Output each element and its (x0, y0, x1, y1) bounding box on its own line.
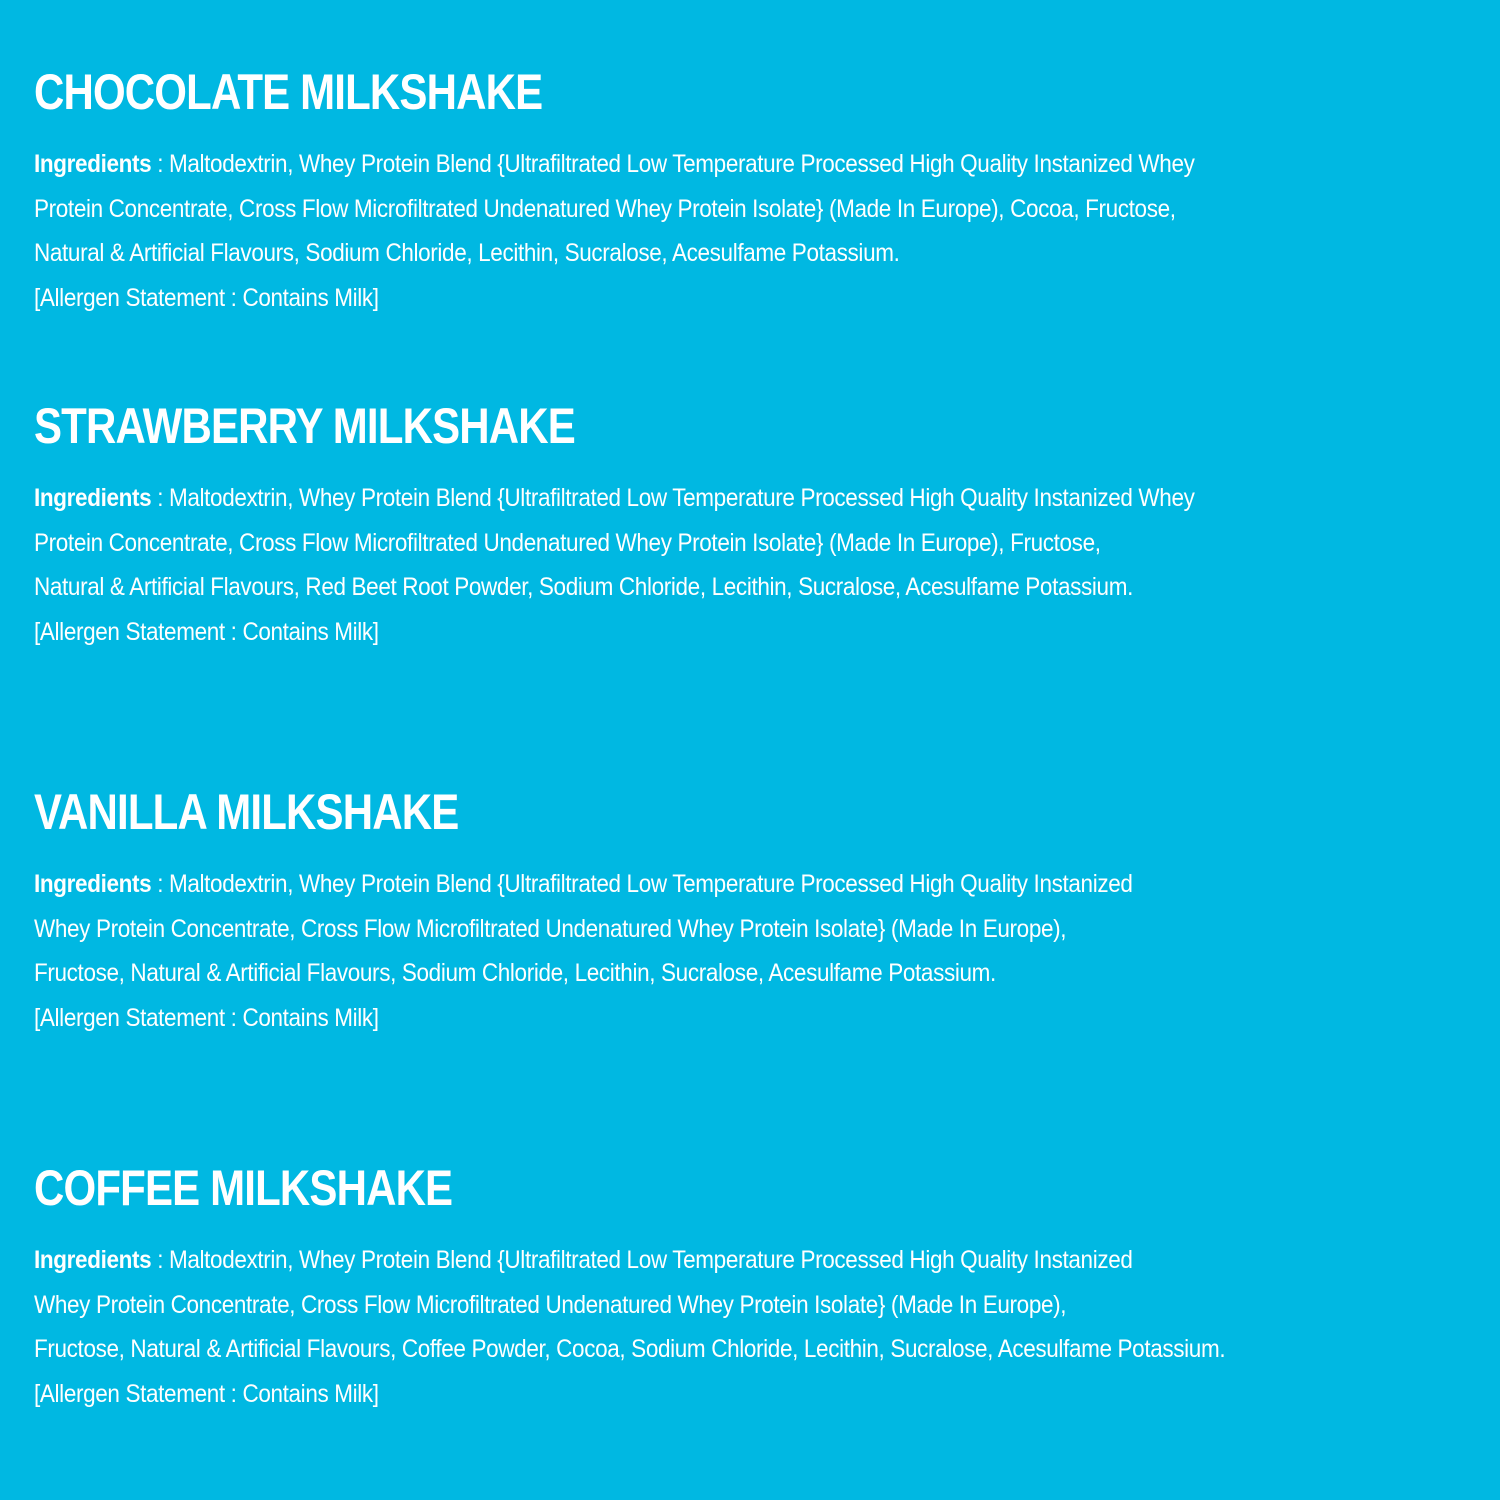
section-coffee-milkshake (34, 1158, 1474, 1416)
ingredients-line: Whey Protein Concentrate, Cross Flow Microfiltrated Undenatured Whey Protein Isolate} (Made In Europe), (34, 1290, 1067, 1319)
section-chocolate-milkshake (34, 62, 1474, 320)
ingredients-text (34, 476, 1474, 654)
allergen-statement: [Allergen Statement : Contains Milk] (34, 283, 379, 312)
allergen-statement: [Allergen Statement : Contains Milk] (34, 617, 379, 646)
section-title: STRAWBERRY MILKSHAKE (34, 398, 575, 454)
ingredients-line (34, 476, 1474, 521)
ingredients-line-text: : Maltodextrin, Whey Protein Blend {Ultrafiltrated Low Temperature Processed High Quality Instanized Whey (151, 150, 1195, 178)
section-vanilla-milkshake (34, 782, 1474, 1040)
ingredients-label: Ingredients (34, 870, 152, 898)
ingredients-text (34, 1238, 1474, 1416)
ingredients-line: Whey Protein Concentrate, Cross Flow Microfiltrated Undenatured Whey Protein Isolate} (Made In Europe), (34, 914, 1067, 943)
ingredients-text (34, 862, 1474, 1040)
ingredients-line-text: : Maltodextrin, Whey Protein Blend {Ultrafiltrated Low Temperature Processed High Quality Instanized (151, 1246, 1133, 1274)
allergen-statement: [Allergen Statement : Contains Milk] (34, 1003, 379, 1032)
ingredients-line (34, 1238, 1474, 1283)
ingredients-label: Ingredients (34, 150, 152, 178)
ingredients-line: Protein Concentrate, Cross Flow Microfiltrated Undenatured Whey Protein Isolate} (Made In Europe), Fructose, (34, 528, 1101, 557)
ingredients-line: Natural & Artificial Flavours, Red Beet Root Powder, Sodium Chloride, Lecithin, Sucralose, Acesulfame Potassium. (34, 573, 1133, 601)
ingredients-text (34, 142, 1474, 320)
ingredients-label: Ingredients (34, 484, 152, 512)
ingredients-line: Fructose, Natural & Artificial Flavours, Sodium Chloride, Lecithin, Sucralose, Acesulfame Potassium. (34, 959, 996, 987)
ingredients-line (34, 142, 1474, 187)
ingredients-label: Ingredients (34, 1246, 152, 1274)
ingredients-line-text: : Maltodextrin, Whey Protein Blend {Ultrafiltrated Low Temperature Processed High Quality Instanized Whey (151, 484, 1195, 512)
section-title: CHOCOLATE MILKSHAKE (34, 64, 543, 120)
section-title: VANILLA MILKSHAKE (34, 784, 459, 840)
ingredients-line: Natural & Artificial Flavours, Sodium Chloride, Lecithin, Sucralose, Acesulfame Potassium. (34, 239, 900, 267)
ingredients-line: Protein Concentrate, Cross Flow Microfiltrated Undenatured Whey Protein Isolate} (Made In Europe), Cocoa, Fructose, (34, 194, 1176, 223)
allergen-statement: [Allergen Statement : Contains Milk] (34, 1379, 379, 1408)
section-title: COFFEE MILKSHAKE (34, 1160, 453, 1216)
ingredients-line: Fructose, Natural & Artificial Flavours, Coffee Powder, Cocoa, Sodium Chloride, Lecithin, Sucralose, Acesulfame Potassium. (34, 1335, 1226, 1363)
ingredients-line (34, 862, 1474, 907)
section-strawberry-milkshake (34, 396, 1474, 654)
ingredients-line-text: : Maltodextrin, Whey Protein Blend {Ultrafiltrated Low Temperature Processed High Quality Instanized (151, 870, 1133, 898)
